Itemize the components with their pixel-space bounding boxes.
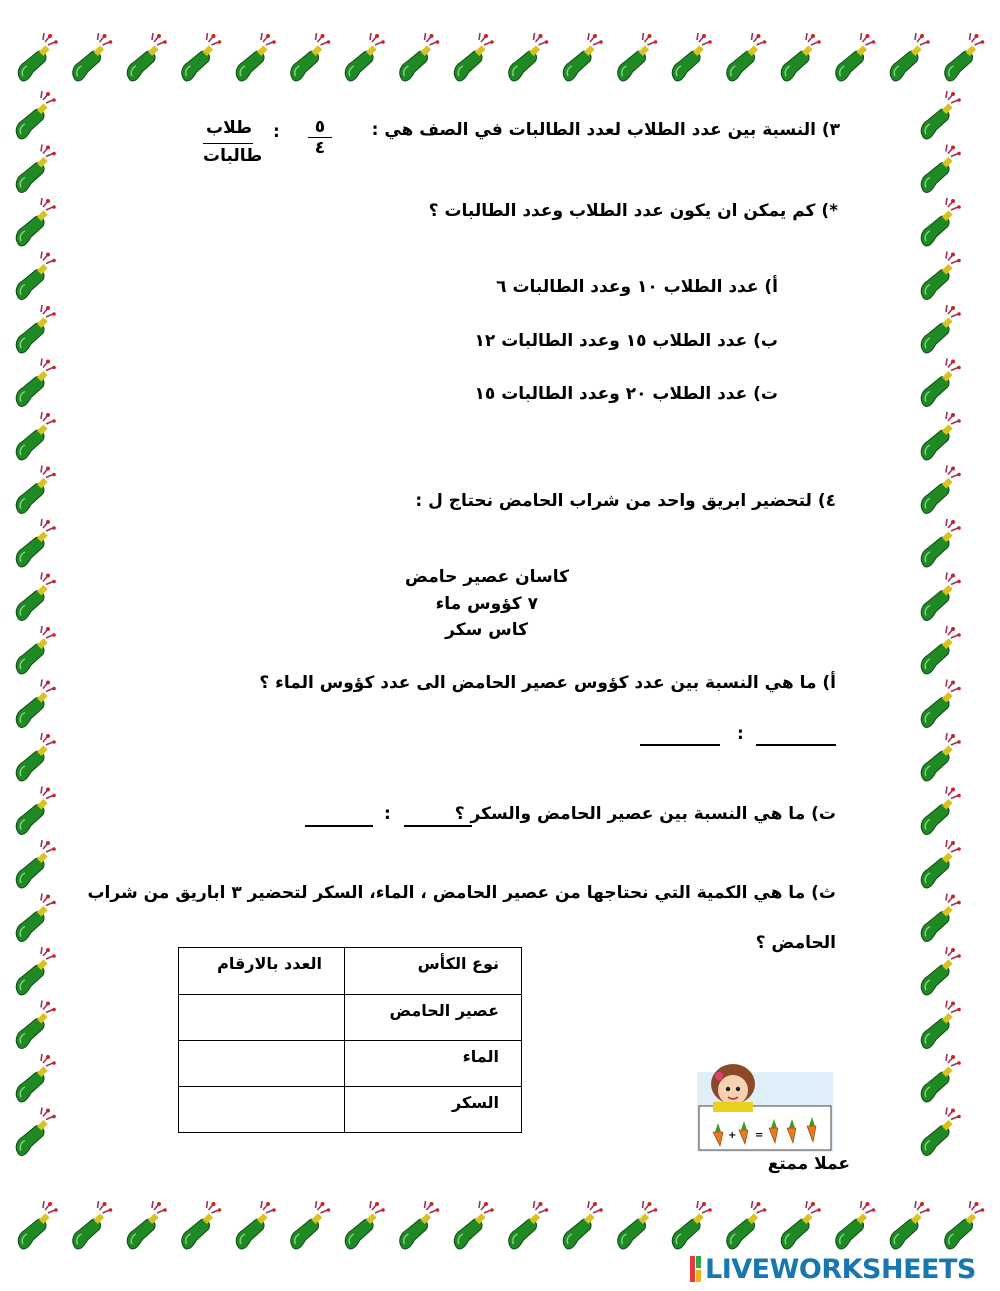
border-bottle-icon [291, 1201, 331, 1249]
border-bottle-icon [16, 359, 56, 407]
fraction-denominator: ٤ [314, 138, 326, 158]
border-bottle-icon [16, 573, 56, 621]
table-row [179, 1087, 522, 1133]
border-bottle-icon [16, 1108, 56, 1156]
border-bottle-icon [921, 733, 961, 781]
border-bottle-icon [454, 33, 494, 81]
border-bottle-icon [127, 33, 167, 81]
q3-title: ٣) النسبة بين عدد الطلاب لعدد الطالبات في الصف هي : [371, 120, 840, 140]
answer-cell-sugar[interactable] [179, 1087, 345, 1133]
border-bottle-icon [16, 91, 56, 139]
good-work-label: عملا ممتع [767, 1154, 850, 1174]
border-bottle-icon [400, 1201, 440, 1249]
q4-part-th-line2: الحامض ؟ [755, 933, 836, 953]
border-bottle-icon [945, 33, 985, 81]
border-bottle-icon [16, 626, 56, 674]
svg-text:=: = [755, 1130, 764, 1141]
answer-cell-water[interactable] [179, 1041, 345, 1087]
answer-blank-a1[interactable] [756, 744, 836, 746]
ingredient-sugar: كاس سكر [445, 620, 528, 640]
table-row [179, 995, 522, 1041]
border-bottle-icon [16, 198, 56, 246]
border-bottle-icon [921, 91, 961, 139]
girl-counting-carrots-illustration [695, 1062, 835, 1154]
border-bottle-icon [921, 359, 961, 407]
border-bottle-icon [16, 1054, 56, 1102]
border-bottle-icon [16, 145, 56, 193]
liveworksheets-watermark [690, 1254, 990, 1284]
border-bottle-icon [921, 145, 961, 193]
border-bottle-icon [921, 573, 961, 621]
border-bottle-icon [921, 412, 961, 460]
border-bottle-icon [890, 1201, 930, 1249]
border-bottle-icon [509, 33, 549, 81]
quantity-table [178, 947, 522, 1133]
border-bottle-icon [921, 519, 961, 567]
answer-cell-lemon-juice[interactable] [179, 995, 345, 1041]
border-bottle-icon [16, 894, 56, 942]
border-bottle-icon [16, 412, 56, 460]
border-bottle-icon [921, 1054, 961, 1102]
border-bottle-icon [921, 680, 961, 728]
border-bottle-icon [400, 33, 440, 81]
border-bottle-icon [563, 33, 603, 81]
border-bottle-icon [16, 680, 56, 728]
q4-title: ٤) لتحضير ابريق واحد من شراب الحامض نحتاج ل : [415, 491, 836, 511]
border-bottle-icon [836, 1201, 876, 1249]
border-bottle-icon [182, 33, 222, 81]
ratio-word-girls: طالبات [203, 146, 263, 166]
answer-blank-t2[interactable] [305, 825, 373, 827]
q3-option-t: ت) عدد الطلاب ٢٠ وعدد الطالبات ١٥ [474, 384, 778, 404]
border-bottle-icon [921, 198, 961, 246]
border-bottle-icon [16, 466, 56, 514]
border-bottle-icon [921, 787, 961, 835]
answer-blank-t1[interactable] [404, 825, 472, 827]
header-number: العدد بالارقام [179, 948, 345, 995]
border-bottle-icon [727, 1201, 767, 1249]
border-bottle-icon [291, 33, 331, 81]
border-bottle-icon [672, 33, 712, 81]
ratio-word-divider [203, 143, 253, 144]
border-bottle-icon [921, 626, 961, 674]
border-bottle-icon [16, 787, 56, 835]
table-header-row [179, 948, 522, 995]
ingredient-lemon-juice: كاسان عصير حامض [405, 567, 569, 587]
border-bottle-icon [921, 840, 961, 888]
border-bottle-icon [945, 1201, 985, 1249]
q4-part-a: أ) ما هي النسبة بين عدد كؤوس عصير الحامض الى عدد كؤوس الماء ؟ [259, 673, 836, 693]
border-bottle-icon [16, 252, 56, 300]
border-bottle-icon [236, 1201, 276, 1249]
row-label-water: الماء [345, 1041, 522, 1087]
border-bottle-icon [509, 1201, 549, 1249]
q4-part-t: ت) ما هي النسبة بين عصير الحامض والسكر ؟ [454, 804, 836, 824]
q3-option-a: أ) عدد الطلاب ١٠ وعدد الطالبات ٦ [496, 277, 778, 297]
border-bottle-icon [73, 1201, 113, 1249]
border-bottle-icon [16, 1001, 56, 1049]
border-bottle-icon [454, 1201, 494, 1249]
border-bottle-icon [921, 252, 961, 300]
border-bottle-icon [921, 947, 961, 995]
q3-sub-question: *) كم يمكن ان يكون عدد الطلاب وعدد الطالبات ؟ [428, 201, 838, 221]
ratio-fraction [308, 117, 332, 158]
border-bottle-icon [781, 33, 821, 81]
border-bottle-icon [618, 1201, 658, 1249]
border-bottle-icon [73, 33, 113, 81]
row-label-lemon-juice: عصير الحامض [345, 995, 522, 1041]
border-bottle-icon [16, 733, 56, 781]
border-bottle-icon [345, 33, 385, 81]
border-bottle-icon [18, 1201, 58, 1249]
border-bottle-icon [921, 1108, 961, 1156]
border-bottle-icon [16, 840, 56, 888]
border-bottle-icon [921, 466, 961, 514]
ratio-colon: : [273, 122, 280, 142]
svg-text:+: + [728, 1130, 737, 1141]
border-bottle-icon [890, 33, 930, 81]
colon-a: : [737, 724, 744, 744]
border-bottle-icon [921, 894, 961, 942]
q3-option-b: ب) عدد الطلاب ١٥ وعدد الطالبات ١٢ [474, 331, 778, 351]
border-bottle-icon [618, 33, 658, 81]
border-bottle-icon [921, 305, 961, 353]
border-bottle-icon [727, 33, 767, 81]
border-bottle-icon [563, 1201, 603, 1249]
border-bottle-icon [836, 33, 876, 81]
border-bottle-icon [781, 1201, 821, 1249]
border-bottle-icon [921, 1001, 961, 1049]
border-bottle-icon [345, 1201, 385, 1249]
border-bottle-icon [672, 1201, 712, 1249]
border-bottle-icon [236, 33, 276, 81]
border-bottle-icon [16, 947, 56, 995]
table-row [179, 1041, 522, 1087]
border-bottle-icon [16, 305, 56, 353]
watermark-text: LIVEWORKSHEETS [705, 1254, 976, 1285]
q4-part-th-line1: ث) ما هي الكمية التي نحتاجها من عصير الحامض ، الماء، السكر لتحضير ٣ اباريق من شراب [87, 883, 836, 903]
header-cup-type: نوع الكأس [345, 948, 522, 995]
colon-t: : [384, 804, 391, 824]
liveworksheets-logo-icon [690, 1256, 702, 1282]
border-bottle-icon [18, 33, 58, 81]
fraction-numerator: ٥ [314, 117, 326, 137]
ingredient-water: ٧ كؤوس ماء [435, 594, 538, 614]
ratio-word-boys: طلاب [206, 118, 253, 138]
border-bottle-icon [16, 519, 56, 567]
border-bottle-icon [182, 1201, 222, 1249]
answer-blank-a2[interactable] [640, 744, 720, 746]
row-label-sugar: السكر [345, 1087, 522, 1133]
border-bottle-icon [127, 1201, 167, 1249]
